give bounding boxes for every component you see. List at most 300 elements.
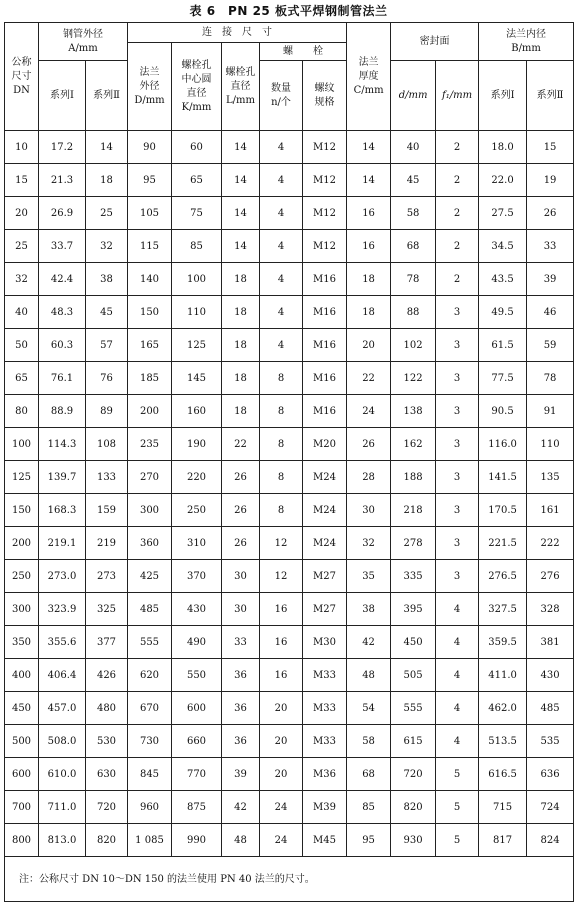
table-cell: 270	[128, 461, 172, 494]
table-cell: 170.5	[479, 494, 527, 527]
table-cell: 4	[260, 296, 303, 329]
table-cell: 58	[391, 197, 436, 230]
table-cell: 19	[527, 164, 574, 197]
table-cell: 49.5	[479, 296, 527, 329]
table-cell: 102	[391, 329, 436, 362]
table-cell: 46	[527, 296, 574, 329]
table-cell: 20	[260, 758, 303, 791]
table-cell: 377	[86, 626, 128, 659]
table-cell: 720	[391, 758, 436, 791]
table-cell: 105	[128, 197, 172, 230]
table-cell: 48	[347, 659, 391, 692]
table-cell: 813.0	[39, 824, 86, 857]
table-cell: 12	[260, 527, 303, 560]
table-cell: 3	[436, 494, 479, 527]
table-cell: 35	[347, 560, 391, 593]
table-cell: 817	[479, 824, 527, 857]
table-cell: 145	[172, 362, 222, 395]
table-cell: M16	[303, 296, 347, 329]
table-cell: 65	[172, 164, 222, 197]
table-row	[5, 428, 574, 461]
table-cell: 60	[172, 131, 222, 164]
table-cell: M20	[303, 428, 347, 461]
table-cell: 430	[527, 659, 574, 692]
table-cell: 4	[260, 230, 303, 263]
table-cell: 36	[222, 725, 260, 758]
table-cell: 235	[128, 428, 172, 461]
table-cell: 26	[347, 428, 391, 461]
table-cell: 135	[527, 461, 574, 494]
header-flange-inner-diameter: 法兰内径 B/mm	[479, 23, 574, 61]
table-cell: 990	[172, 824, 222, 857]
table-cell: 250	[172, 494, 222, 527]
table-cell: 406.4	[39, 659, 86, 692]
table-cell: 457.0	[39, 692, 86, 725]
table-cell: 930	[391, 824, 436, 857]
table-title: 表 6 PN 25 板式平焊钢制管法兰	[189, 4, 388, 18]
table-cell: 335	[391, 560, 436, 593]
table-cell: 430	[172, 593, 222, 626]
header-dn: 公称 尺寸 DN	[5, 23, 39, 131]
table-cell: M12	[303, 131, 347, 164]
table-cell: 273	[86, 560, 128, 593]
table-cell: 78	[527, 362, 574, 395]
table-cell: 327.5	[479, 593, 527, 626]
table-cell: 450	[391, 626, 436, 659]
table-cell: 1 085	[128, 824, 172, 857]
table-cell: 54	[347, 692, 391, 725]
table-cell: M16	[303, 395, 347, 428]
table-cell: 165	[128, 329, 172, 362]
table-cell: 91	[527, 395, 574, 428]
table-cell: 14	[222, 230, 260, 263]
table-cell: 14	[222, 164, 260, 197]
table-cell: 50	[5, 329, 39, 362]
table-row	[5, 626, 574, 659]
table-cell: 80	[5, 395, 39, 428]
table-cell: 4	[260, 329, 303, 362]
table-cell: 16	[260, 593, 303, 626]
table-cell: 16	[347, 197, 391, 230]
table-cell: 90.5	[479, 395, 527, 428]
table-cell: 530	[86, 725, 128, 758]
table-cell: 68	[347, 758, 391, 791]
table-row	[5, 560, 574, 593]
header-inner-series-2: 系列Ⅱ	[527, 61, 574, 131]
table-cell: 222	[527, 527, 574, 560]
table-cell: 110	[172, 296, 222, 329]
table-cell: 670	[128, 692, 172, 725]
table-cell: 14	[347, 164, 391, 197]
flange-dimension-table	[4, 22, 574, 902]
table-cell: M16	[303, 329, 347, 362]
table-cell: 381	[527, 626, 574, 659]
table-cell: 16	[260, 626, 303, 659]
table-cell: 43.5	[479, 263, 527, 296]
table-cell: 10	[5, 131, 39, 164]
table-cell: 500	[5, 725, 39, 758]
table-cell: 3	[436, 296, 479, 329]
table-cell: 615	[391, 725, 436, 758]
table-cell: 660	[172, 725, 222, 758]
table-row	[5, 692, 574, 725]
table-row	[5, 659, 574, 692]
table-cell: 150	[128, 296, 172, 329]
table-cell: 100	[5, 428, 39, 461]
table-cell: 95	[128, 164, 172, 197]
header-seal-f1: f₁/mm	[436, 61, 479, 131]
table-cell: 168.3	[39, 494, 86, 527]
table-cell: 505	[391, 659, 436, 692]
table-cell: 425	[128, 560, 172, 593]
table-cell: 273.0	[39, 560, 86, 593]
table-cell: M24	[303, 461, 347, 494]
table-cell: 39	[222, 758, 260, 791]
table-row	[5, 296, 574, 329]
table-cell: 824	[527, 824, 574, 857]
table-row	[5, 527, 574, 560]
table-cell: 88.9	[39, 395, 86, 428]
table-cell: 700	[5, 791, 39, 824]
table-cell: 450	[5, 692, 39, 725]
table-cell: M30	[303, 626, 347, 659]
table-cell: 33.7	[39, 230, 86, 263]
table-cell: 8	[260, 362, 303, 395]
table-cell: M45	[303, 824, 347, 857]
table-cell: 88	[391, 296, 436, 329]
table-cell: 4	[436, 593, 479, 626]
table-cell: 30	[222, 593, 260, 626]
table-cell: 160	[172, 395, 222, 428]
table-cell: 600	[5, 758, 39, 791]
table-cell: 4	[436, 725, 479, 758]
table-cell: 27.5	[479, 197, 527, 230]
table-cell: 18.0	[479, 131, 527, 164]
table-cell: 328	[527, 593, 574, 626]
table-row	[5, 131, 574, 164]
header-seal-d: d/mm	[391, 61, 436, 131]
table-cell: 4	[260, 164, 303, 197]
table-cell: 960	[128, 791, 172, 824]
table-cell: 32	[347, 527, 391, 560]
table-cell: 3	[436, 461, 479, 494]
table-cell: 2	[436, 197, 479, 230]
header-bolt-quantity: 数量 n/个	[260, 61, 303, 131]
table-cell: 24	[347, 395, 391, 428]
table-cell: M39	[303, 791, 347, 824]
table-cell: 3	[436, 560, 479, 593]
table-cell: 16	[347, 230, 391, 263]
table-cell: 141.5	[479, 461, 527, 494]
table-cell: 76.1	[39, 362, 86, 395]
table-cell: 32	[5, 263, 39, 296]
table-cell: 3	[436, 428, 479, 461]
table-cell: 36	[222, 659, 260, 692]
table-cell: 5	[436, 791, 479, 824]
table-cell: 323.9	[39, 593, 86, 626]
table-cell: 21.3	[39, 164, 86, 197]
table-cell: 139.7	[39, 461, 86, 494]
table-cell: 188	[391, 461, 436, 494]
header-connection-dimensions: 连 接 尺 寸	[128, 23, 347, 43]
table-cell: 2	[436, 164, 479, 197]
table-cell: M24	[303, 527, 347, 560]
table-note: 注：公称尺寸 DN 10～DN 150 的法兰使用 PN 40 法兰的尺寸。	[5, 857, 574, 902]
table-cell: 16	[260, 659, 303, 692]
table-cell: 15	[527, 131, 574, 164]
table-cell: 28	[347, 461, 391, 494]
table-cell: 150	[5, 494, 39, 527]
table-cell: 610.0	[39, 758, 86, 791]
table-cell: 65	[5, 362, 39, 395]
table-cell: 40	[391, 131, 436, 164]
table-cell: 42	[347, 626, 391, 659]
table-cell: 122	[391, 362, 436, 395]
table-cell: 58	[347, 725, 391, 758]
table-cell: 18	[86, 164, 128, 197]
table-cell: 77.5	[479, 362, 527, 395]
table-cell: M16	[303, 362, 347, 395]
table-cell: 100	[172, 263, 222, 296]
table-cell: 116.0	[479, 428, 527, 461]
table-cell: 75	[172, 197, 222, 230]
table-cell: 3	[436, 329, 479, 362]
table-cell: 300	[5, 593, 39, 626]
table-cell: 2	[436, 230, 479, 263]
header-inner-series-1: 系列Ⅰ	[479, 61, 527, 131]
table-cell: 3	[436, 362, 479, 395]
header-bolts: 螺 栓	[260, 43, 347, 61]
table-cell: 110	[527, 428, 574, 461]
table-cell: 48	[222, 824, 260, 857]
header-pipe-series-2: 系列Ⅱ	[86, 61, 128, 131]
table-cell: 485	[527, 692, 574, 725]
table-row	[5, 791, 574, 824]
table-cell: 95	[347, 824, 391, 857]
table-cell: 4	[260, 131, 303, 164]
table-cell: 355.6	[39, 626, 86, 659]
header-flange-outer-diameter: 法兰 外径 D/mm	[128, 43, 172, 131]
table-cell: 2	[436, 263, 479, 296]
table-cell: 18	[222, 395, 260, 428]
table-cell: 508.0	[39, 725, 86, 758]
table-cell: 800	[5, 824, 39, 857]
table-cell: 3	[436, 395, 479, 428]
table-cell: 8	[260, 494, 303, 527]
table-cell: 4	[260, 263, 303, 296]
table-cell: 411.0	[479, 659, 527, 692]
table-cell: 8	[260, 461, 303, 494]
table-cell: 875	[172, 791, 222, 824]
table-cell: 218	[391, 494, 436, 527]
table-cell: 555	[391, 692, 436, 725]
table-header	[5, 23, 574, 131]
table-cell: 76	[86, 362, 128, 395]
table-cell: 162	[391, 428, 436, 461]
table-cell: 78	[391, 263, 436, 296]
table-cell: 8	[260, 428, 303, 461]
header-sealing-face: 密封面	[391, 23, 479, 61]
table-row	[5, 824, 574, 857]
table-cell: 140	[128, 263, 172, 296]
table-cell: 400	[5, 659, 39, 692]
table-cell: 200	[5, 527, 39, 560]
table-row	[5, 329, 574, 362]
table-cell: 14	[347, 131, 391, 164]
table-cell: 38	[347, 593, 391, 626]
table-cell: 14	[222, 131, 260, 164]
table-cell: 17.2	[39, 131, 86, 164]
table-cell: 555	[128, 626, 172, 659]
table-cell: 85	[347, 791, 391, 824]
header-flange-thickness: 法兰 厚度 C/mm	[347, 23, 391, 131]
table-cell: 845	[128, 758, 172, 791]
table-cell: 48.3	[39, 296, 86, 329]
table-cell: 45	[86, 296, 128, 329]
table-cell: 22	[222, 428, 260, 461]
table-cell: 276	[527, 560, 574, 593]
table-cell: M12	[303, 164, 347, 197]
table-row	[5, 230, 574, 263]
table-row	[5, 758, 574, 791]
table-cell: 8	[260, 395, 303, 428]
table-cell: 90	[128, 131, 172, 164]
table-row	[5, 461, 574, 494]
table-cell: 4	[260, 197, 303, 230]
header-pipe-series-1: 系列Ⅰ	[39, 61, 86, 131]
table-cell: 39	[527, 263, 574, 296]
table-cell: M16	[303, 263, 347, 296]
table-cell: 36	[222, 692, 260, 725]
table-cell: 4	[436, 692, 479, 725]
table-cell: 715	[479, 791, 527, 824]
table-cell: 480	[86, 692, 128, 725]
table-cell: 20	[347, 329, 391, 362]
table-cell: 25	[86, 197, 128, 230]
table-cell: 22.0	[479, 164, 527, 197]
table-cell: 18	[222, 263, 260, 296]
table-cell: 26	[222, 461, 260, 494]
table-cell: 34.5	[479, 230, 527, 263]
table-cell: 220	[172, 461, 222, 494]
table-cell: 26.9	[39, 197, 86, 230]
table-cell: 820	[86, 824, 128, 857]
header-bolt-thread: 螺纹 规格	[303, 61, 347, 131]
table-cell: 219.1	[39, 527, 86, 560]
table-cell: 350	[5, 626, 39, 659]
table-cell: 600	[172, 692, 222, 725]
table-cell: 426	[86, 659, 128, 692]
table-cell: 20	[260, 725, 303, 758]
table-cell: 770	[172, 758, 222, 791]
table-row	[5, 362, 574, 395]
table-row	[5, 395, 574, 428]
table-cell: 133	[86, 461, 128, 494]
table-cell: 513.5	[479, 725, 527, 758]
table-row	[5, 263, 574, 296]
table-cell: 724	[527, 791, 574, 824]
table-cell: 38	[86, 263, 128, 296]
table-cell: 200	[128, 395, 172, 428]
table-cell: 30	[222, 560, 260, 593]
table-cell: 221.5	[479, 527, 527, 560]
table-cell: 20	[5, 197, 39, 230]
table-cell: 42	[222, 791, 260, 824]
table-cell: 18	[347, 296, 391, 329]
table-cell: 24	[260, 824, 303, 857]
table-cell: 32	[86, 230, 128, 263]
table-cell: 115	[128, 230, 172, 263]
table-cell: 89	[86, 395, 128, 428]
header-bolt-circle-diameter: 螺栓孔 中心圆 直径 K/mm	[172, 43, 222, 131]
table-cell: 161	[527, 494, 574, 527]
table-cell: 550	[172, 659, 222, 692]
table-cell: M27	[303, 593, 347, 626]
table-cell: 26	[527, 197, 574, 230]
table-cell: 33	[222, 626, 260, 659]
table-cell: 18	[347, 263, 391, 296]
table-cell: 108	[86, 428, 128, 461]
table-cell: 40	[5, 296, 39, 329]
table-cell: 359.5	[479, 626, 527, 659]
table-cell: 26	[222, 494, 260, 527]
table-row	[5, 197, 574, 230]
table-cell: 2	[436, 131, 479, 164]
table-cell: 711.0	[39, 791, 86, 824]
table-cell: 14	[222, 197, 260, 230]
table-cell: 18	[222, 362, 260, 395]
table-cell: 490	[172, 626, 222, 659]
table-cell: 535	[527, 725, 574, 758]
table-cell: 219	[86, 527, 128, 560]
table-cell: 485	[128, 593, 172, 626]
table-cell: 360	[128, 527, 172, 560]
header-pipe-outer-diameter: 钢管外径 A/mm	[39, 23, 128, 61]
table-cell: 138	[391, 395, 436, 428]
table-cell: 12	[260, 560, 303, 593]
table-cell: M24	[303, 494, 347, 527]
table-cell: 616.5	[479, 758, 527, 791]
table-cell: 3	[436, 527, 479, 560]
table-cell: 42.4	[39, 263, 86, 296]
table-row	[5, 494, 574, 527]
table-cell: 26	[222, 527, 260, 560]
table-cell: 325	[86, 593, 128, 626]
table-cell: 22	[347, 362, 391, 395]
table-cell: 630	[86, 758, 128, 791]
table-cell: 18	[222, 329, 260, 362]
table-cell: 57	[86, 329, 128, 362]
table-cell: 68	[391, 230, 436, 263]
table-cell: 30	[347, 494, 391, 527]
table-cell: 185	[128, 362, 172, 395]
table-cell: 395	[391, 593, 436, 626]
table-cell: 5	[436, 758, 479, 791]
table-cell: 278	[391, 527, 436, 560]
table-cell: 250	[5, 560, 39, 593]
table-cell: M27	[303, 560, 347, 593]
table-cell: 14	[86, 131, 128, 164]
table-cell: 45	[391, 164, 436, 197]
table-cell: M12	[303, 230, 347, 263]
table-cell: 4	[436, 626, 479, 659]
table-cell: M33	[303, 692, 347, 725]
table-cell: 462.0	[479, 692, 527, 725]
table-cell: M12	[303, 197, 347, 230]
table-cell: M33	[303, 725, 347, 758]
table-cell: 85	[172, 230, 222, 263]
table-body	[5, 131, 574, 857]
